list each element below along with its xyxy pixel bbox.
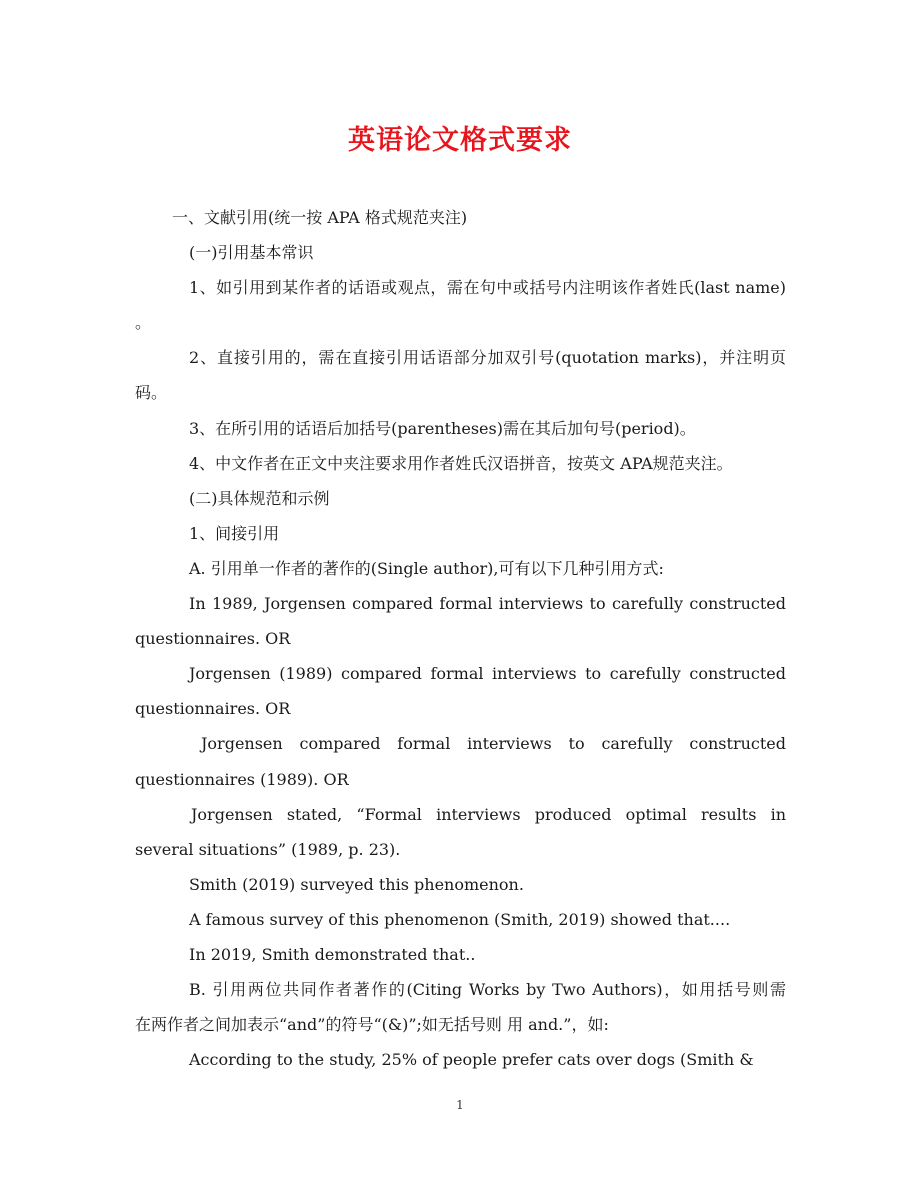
example-line: In 1989, Jorgensen compared formal interviews to carefully constructed (189, 594, 786, 614)
page-number: 1 (456, 1098, 464, 1112)
example-line: several situations” (1989, p. 23). (135, 839, 401, 859)
document-body (135, 200, 786, 1077)
example-line: Jorgensen compared formal interviews to carefully constructed (201, 734, 786, 754)
example-paragraph (135, 656, 786, 726)
document-title: 英语论文格式要求 (348, 125, 572, 156)
example-paragraph: A famous survey of this phenomenon (Smith, 2019) showed that.... (189, 909, 731, 929)
example-line: questionnaires. OR (135, 629, 291, 649)
example-line: Jorgensen (1989) compared formal interviews to carefully constructed (189, 664, 786, 684)
rule-paragraph: 1、如引用到某作者的话语或观点，需在句中或括号内注明该作者姓氏(last name) 。 (135, 278, 786, 333)
example-paragraph: In 2019, Smith demonstrated that.. (189, 944, 476, 964)
subsection-heading: (二)具体规范和示例 (189, 488, 330, 508)
example-paragraph: Smith (2019) surveyed this phenomenon. (189, 874, 524, 894)
rule-paragraph: 2、直接引用的，需在直接引用话语部分加双引号(quotation marks)，并注明页码。 (135, 348, 786, 403)
example-paragraph (135, 797, 786, 867)
example-line: questionnaires (1989). OR (135, 769, 349, 789)
rule-paragraph: 4、中文作者在正文中夹注要求用作者姓氏汉语拼音，按英文 APA规范夹注。 (189, 453, 733, 473)
example-paragraph: According to the study, 25% of people prefer cats over dogs (Smith & (189, 1050, 754, 1070)
example-line: questionnaires. OR (135, 699, 291, 719)
section-heading: 一、文献引用(统一按 APA 格式规范夹注) (172, 208, 468, 227)
item-heading: 1、间接引用 (189, 523, 280, 543)
item-paragraph (135, 972, 786, 1042)
example-paragraph (135, 586, 786, 656)
subsection-heading: (一)引用基本常识 (189, 243, 314, 263)
rule-paragraph: 3、在所引用的话语后加括号(parentheses)需在其后加句号(period)。 (189, 418, 696, 438)
example-paragraph (135, 726, 786, 796)
item-line: 在两作者之间加表示“and”的符号“(&)”;如无括号则 用 and.”，如: (135, 1015, 609, 1035)
example-line: Jorgensen stated, “Formal interviews produced optimal results in (191, 804, 786, 824)
item-paragraph: A. 引用单一作者的著作的(Single author),可有以下几种引用方式: (189, 558, 664, 578)
item-line: B. 引用两位共同作者著作的(Citing Works by Two Authors)，如用括号则需 (189, 980, 786, 1000)
